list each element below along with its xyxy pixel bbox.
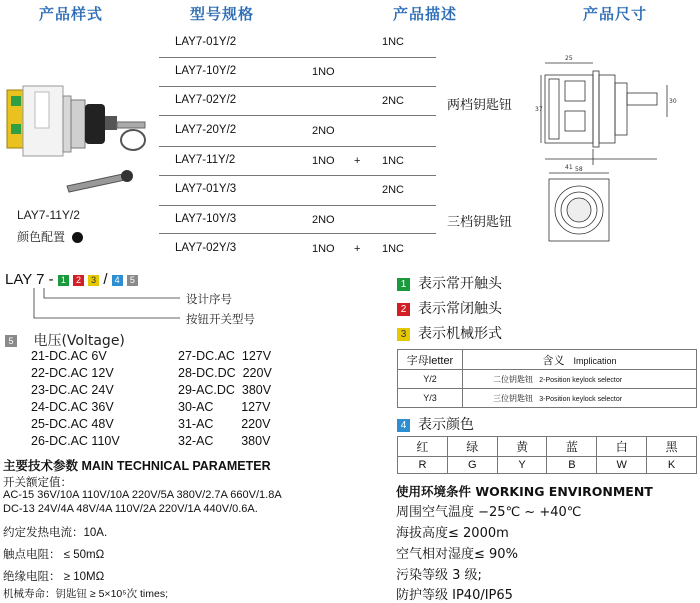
row-divider bbox=[159, 86, 436, 87]
row-divider bbox=[159, 205, 436, 206]
letter-meaning-en: 2-Position keylock selector bbox=[539, 376, 623, 384]
env-line: 周围空气温度 −25℃ ~ +40℃ bbox=[396, 505, 582, 520]
format-dash: - bbox=[48, 271, 54, 288]
voltage-right-item: 31-AC 220V bbox=[178, 417, 271, 431]
product-model-caption: LAY7-11Y/2 bbox=[17, 208, 80, 222]
letter-table-head-meaning bbox=[463, 350, 697, 370]
color-en: B bbox=[547, 457, 597, 474]
row-6-nc: 2NC bbox=[382, 184, 405, 196]
design-no-label: 设计序号 bbox=[186, 292, 232, 306]
color-en: G bbox=[447, 457, 497, 474]
letter-meaning-en: 3-Position keylock selector bbox=[539, 395, 623, 403]
legend-box-3: 3 bbox=[397, 328, 410, 341]
dim-label-front: 58 bbox=[575, 166, 583, 173]
legend-box-1: 1 bbox=[397, 278, 410, 291]
dim-label-top: 25 bbox=[565, 55, 573, 62]
row-divider bbox=[159, 57, 436, 58]
color-config-label: 颜色配置 bbox=[17, 230, 66, 244]
dim-label-depth: 41 bbox=[565, 164, 573, 171]
row-3-nc: 2NC bbox=[382, 95, 405, 107]
row-divider bbox=[159, 233, 436, 234]
voltage-left-item: 21-DC.AC 6V bbox=[31, 349, 107, 363]
tech-line: 开关额定值： bbox=[3, 477, 72, 489]
format-prefix: LAY bbox=[5, 271, 32, 288]
voltage-left-item: 24-DC.AC 36V bbox=[31, 400, 114, 414]
header-description: 产品描述 bbox=[393, 5, 458, 23]
tech-line: 触点电阻： ≤ 50mΩ bbox=[3, 549, 105, 561]
voltage-right-item: 27-DC.AC 127V bbox=[178, 349, 272, 363]
format-box-2: 2 bbox=[73, 275, 84, 286]
format-digit: 7 bbox=[36, 271, 45, 288]
letter-table bbox=[397, 349, 697, 408]
voltage-title-row bbox=[5, 330, 125, 350]
row-1-nc: 1NC bbox=[382, 36, 405, 48]
switch-type-label: 按钮开关型号 bbox=[186, 312, 255, 326]
row-8-plus: + bbox=[354, 243, 361, 255]
color-en: Y bbox=[497, 457, 547, 474]
letter-meaning bbox=[463, 389, 697, 408]
format-box-1: 1 bbox=[58, 275, 69, 286]
tech-line: 机械寿命：钥匙钮 ≥ 5×10⁵次 times; bbox=[3, 588, 169, 600]
letter-meaning bbox=[463, 370, 697, 389]
row-divider bbox=[159, 146, 436, 147]
color-cn: 红 bbox=[398, 437, 448, 457]
format-box-3: 3 bbox=[88, 275, 99, 286]
voltage-box-5: 5 bbox=[5, 335, 17, 347]
voltage-right-item: 32-AC 380V bbox=[178, 434, 271, 448]
env-line: 海拔高度≤ 2000m bbox=[396, 526, 509, 541]
letter-head-cn: 含义 bbox=[542, 354, 565, 367]
tech-line: DC-13 24V/4A 48V/4A 110V/2A 220V/1A 440V/0.6A. bbox=[3, 503, 258, 515]
dim-label-right: 30 bbox=[669, 98, 677, 105]
model-row-8: LAY7-02Y/3 bbox=[175, 242, 237, 254]
env-line: 空气相对湿度≤ 90% bbox=[396, 547, 518, 562]
letter-code: Y/2 bbox=[398, 370, 463, 389]
legend-text-4: 表示颜色 bbox=[418, 417, 474, 433]
env-line: 污染等级 3 级; bbox=[396, 568, 482, 583]
row-5-no: 1NO bbox=[312, 155, 335, 167]
voltage-left-item: 22-DC.AC 12V bbox=[31, 366, 114, 380]
color-table bbox=[397, 436, 697, 474]
letter-meaning-cn: 三位钥匙钮 bbox=[493, 393, 533, 403]
model-row-4: LAY7-20Y/2 bbox=[175, 124, 237, 136]
voltage-left-item: 23-DC.AC 24V bbox=[31, 383, 114, 397]
dimension-drawing bbox=[535, 45, 695, 245]
voltage-left-item: 26-DC.AC 110V bbox=[31, 434, 120, 448]
model-format-code bbox=[5, 271, 138, 288]
legend-text-2: 表示常闭触头 bbox=[418, 301, 502, 317]
legend-box-2: 2 bbox=[397, 303, 410, 316]
color-cn: 黄 bbox=[497, 437, 547, 457]
dim-label-height: 37 bbox=[535, 106, 543, 113]
voltage-right-item: 28-DC.DC 220V bbox=[178, 366, 272, 380]
product-image bbox=[5, 78, 155, 193]
env-title: 使用环境条件 WORKING ENVIRONMENT bbox=[396, 484, 653, 499]
legend-text-1: 表示常开触头 bbox=[418, 276, 502, 292]
color-en: R bbox=[398, 457, 448, 474]
legend-item-4 bbox=[397, 414, 474, 434]
color-cn: 白 bbox=[597, 437, 647, 457]
row-4-no: 2NO bbox=[312, 125, 335, 137]
header-bar bbox=[0, 0, 700, 27]
letter-table-head-letter: 字母letter bbox=[398, 350, 463, 370]
group-two-position: 两档钥匙钮 bbox=[447, 98, 513, 113]
legend-item-2 bbox=[397, 298, 502, 318]
row-8-no: 1NO bbox=[312, 243, 335, 255]
color-cn: 蓝 bbox=[547, 437, 597, 457]
format-box-4: 4 bbox=[112, 275, 123, 286]
row-5-plus: + bbox=[354, 155, 361, 167]
tech-line: 绝缘电阻： ≥ 10MΩ bbox=[3, 571, 105, 583]
color-cn: 黑 bbox=[647, 437, 697, 457]
black-dot-icon bbox=[72, 232, 83, 243]
row-5-nc: 1NC bbox=[382, 155, 405, 167]
legend-box-4: 4 bbox=[397, 419, 410, 432]
header-model-spec: 型号规格 bbox=[190, 5, 255, 23]
color-en: K bbox=[647, 457, 697, 474]
color-en: W bbox=[597, 457, 647, 474]
letter-meaning-cn: 二位钥匙钮 bbox=[493, 374, 533, 384]
letter-head-en: Implication bbox=[573, 355, 617, 366]
voltage-right-item: 30-AC 127V bbox=[178, 400, 271, 414]
model-row-5: LAY7-11Y/2 bbox=[175, 154, 236, 166]
letter-code: Y/3 bbox=[398, 389, 463, 408]
tech-line: 约定发热电流：10A. bbox=[3, 527, 108, 539]
voltage-title: 电压(Voltage) bbox=[33, 333, 125, 349]
legend-text-3: 表示机械形式 bbox=[418, 326, 502, 342]
group-three-position: 三档钥匙钮 bbox=[447, 215, 513, 230]
tech-line: AC-15 36V/10A 110V/10A 220V/5A 380V/2.7A 660V/1.8A bbox=[3, 489, 282, 501]
voltage-left-item: 25-DC.AC 48V bbox=[31, 417, 114, 431]
color-config-caption bbox=[17, 228, 83, 245]
env-line: 防护等级 IP40/IP65 bbox=[396, 588, 513, 603]
color-cn: 绿 bbox=[447, 437, 497, 457]
header-dimensions: 产品尺寸 bbox=[583, 5, 648, 23]
header-product-style: 产品样式 bbox=[39, 5, 104, 23]
legend-item-3 bbox=[397, 323, 502, 343]
format-leader-lines bbox=[30, 288, 190, 324]
row-7-no: 2NO bbox=[312, 214, 335, 226]
model-row-7: LAY7-10Y/3 bbox=[175, 213, 237, 225]
row-divider bbox=[159, 115, 436, 116]
tech-title: 主要技术参数 MAIN TECHNICAL PARAMETER bbox=[3, 459, 271, 473]
voltage-right-item: 29-AC.DC 380V bbox=[178, 383, 272, 397]
model-row-2: LAY7-10Y/2 bbox=[175, 65, 237, 77]
row-8-nc: 1NC bbox=[382, 243, 405, 255]
legend-item-1 bbox=[397, 273, 502, 293]
model-row-6: LAY7-01Y/3 bbox=[175, 183, 237, 195]
row-2-no: 1NO bbox=[312, 66, 335, 78]
model-row-1: LAY7-01Y/2 bbox=[175, 36, 237, 48]
model-row-3: LAY7-02Y/2 bbox=[175, 94, 237, 106]
row-divider bbox=[159, 175, 436, 176]
format-box-5: 5 bbox=[127, 275, 138, 286]
format-slash: / bbox=[103, 271, 108, 288]
